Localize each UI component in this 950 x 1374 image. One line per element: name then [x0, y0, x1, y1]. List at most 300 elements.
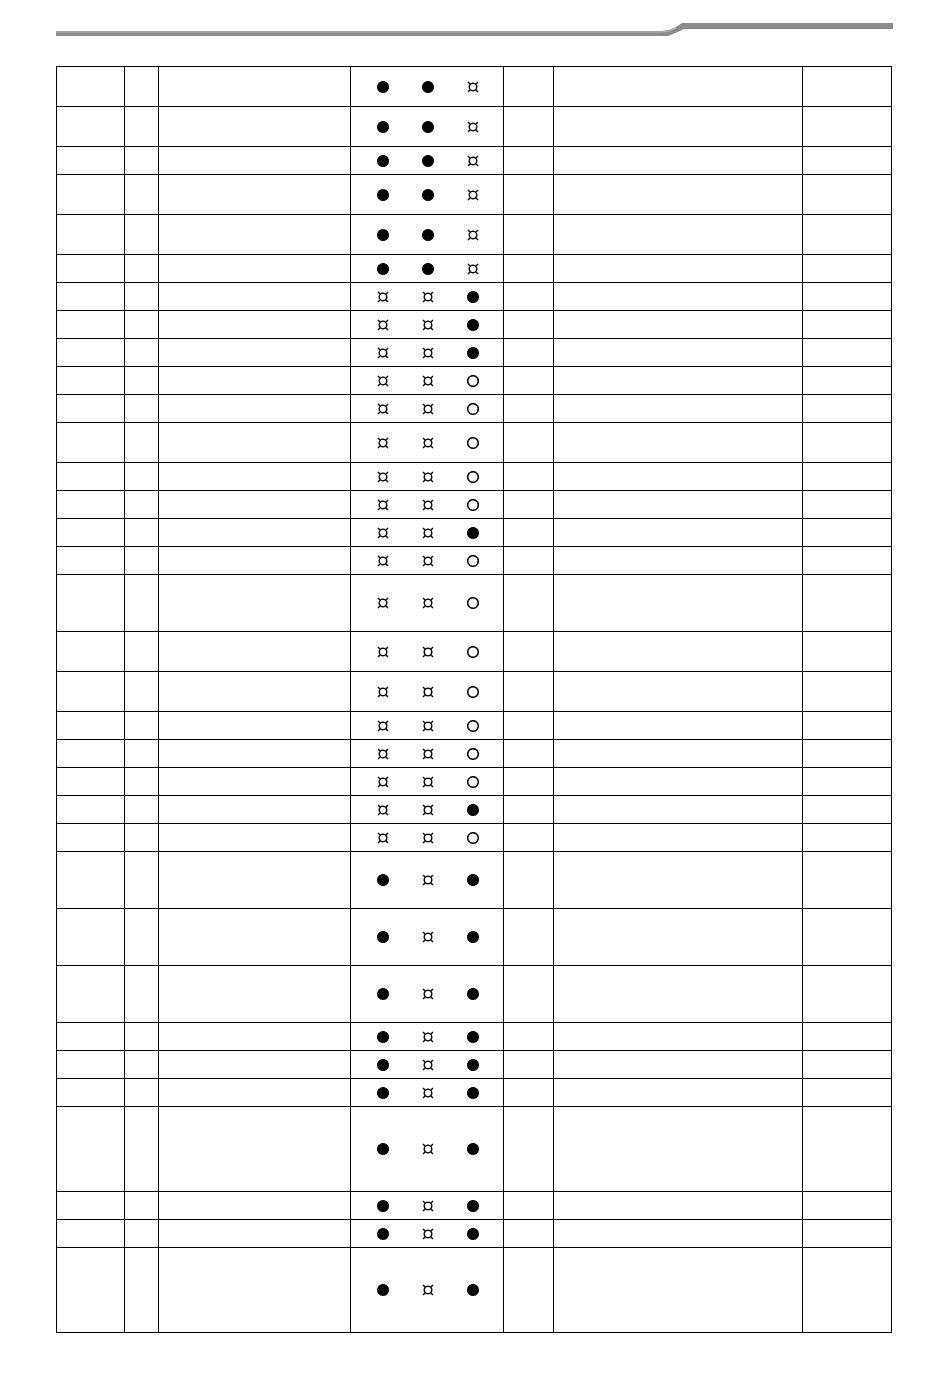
filled-circle-symbol	[422, 155, 434, 167]
table-row	[57, 966, 892, 1023]
cell-number	[125, 395, 159, 423]
cell-remarks	[803, 107, 892, 147]
status-symbol-group	[377, 776, 479, 788]
cell-number	[125, 1220, 159, 1248]
status-symbol-group	[377, 1087, 479, 1099]
cell-status-symbols	[351, 1051, 504, 1079]
cell-status-symbols	[351, 796, 504, 824]
cell-remarks	[803, 1248, 892, 1333]
open-circle-symbol	[467, 471, 479, 483]
table-row	[57, 215, 892, 255]
cell-status-symbols	[351, 1023, 504, 1051]
cell-code	[57, 519, 125, 547]
cell-description	[159, 423, 351, 463]
lozenge-circle-symbol	[377, 403, 389, 415]
cell-status-symbols	[351, 175, 504, 215]
filled-circle-symbol	[377, 155, 389, 167]
cell-number	[125, 824, 159, 852]
cell-notes	[554, 909, 803, 966]
cell-number	[125, 491, 159, 519]
lozenge-circle-symbol	[422, 804, 434, 816]
lozenge-circle-symbol	[467, 189, 479, 201]
cell-remarks	[803, 339, 892, 367]
cell-number	[125, 215, 159, 255]
filled-circle-symbol	[377, 189, 389, 201]
cell-remarks	[803, 852, 892, 909]
status-table	[56, 66, 892, 1333]
cell-description	[159, 519, 351, 547]
status-symbol-group	[377, 555, 479, 567]
cell-status-symbols	[351, 672, 504, 712]
lozenge-circle-symbol	[422, 832, 434, 844]
open-circle-symbol	[467, 686, 479, 698]
cell-code	[57, 909, 125, 966]
table-row	[57, 768, 892, 796]
cell-flag	[504, 1079, 554, 1107]
cell-status-symbols	[351, 215, 504, 255]
lozenge-circle-symbol	[377, 646, 389, 658]
cell-notes	[554, 107, 803, 147]
cell-notes	[554, 1079, 803, 1107]
cell-description	[159, 796, 351, 824]
cell-code	[57, 768, 125, 796]
cell-notes	[554, 712, 803, 740]
table-row	[57, 1192, 892, 1220]
open-circle-symbol	[467, 437, 479, 449]
cell-description	[159, 575, 351, 632]
filled-circle-symbol	[467, 319, 479, 331]
lozenge-circle-symbol	[422, 720, 434, 732]
cell-flag	[504, 255, 554, 283]
open-circle-symbol	[467, 403, 479, 415]
open-circle-symbol	[467, 646, 479, 658]
cell-notes	[554, 283, 803, 311]
cell-notes	[554, 1107, 803, 1192]
cell-notes	[554, 796, 803, 824]
cell-number	[125, 712, 159, 740]
cell-remarks	[803, 966, 892, 1023]
lozenge-circle-symbol	[377, 291, 389, 303]
cell-remarks	[803, 423, 892, 463]
lozenge-circle-symbol	[467, 263, 479, 275]
cell-code	[57, 740, 125, 768]
filled-circle-symbol	[467, 291, 479, 303]
cell-description	[159, 1220, 351, 1248]
cell-number	[125, 255, 159, 283]
table-row	[57, 339, 892, 367]
cell-notes	[554, 547, 803, 575]
status-symbol-group	[377, 1031, 479, 1043]
cell-code	[57, 255, 125, 283]
cell-notes	[554, 311, 803, 339]
status-symbol-group	[377, 347, 479, 359]
open-circle-symbol	[467, 748, 479, 760]
cell-flag	[504, 632, 554, 672]
table-row	[57, 1051, 892, 1079]
cell-number	[125, 1248, 159, 1333]
cell-remarks	[803, 796, 892, 824]
filled-circle-symbol	[377, 988, 389, 1000]
cell-code	[57, 395, 125, 423]
cell-number	[125, 367, 159, 395]
lozenge-circle-symbol	[377, 597, 389, 609]
cell-description	[159, 175, 351, 215]
table-row	[57, 740, 892, 768]
cell-flag	[504, 740, 554, 768]
cell-number	[125, 1192, 159, 1220]
status-symbol-group	[377, 597, 479, 609]
cell-description	[159, 768, 351, 796]
cell-notes	[554, 147, 803, 175]
lozenge-circle-symbol	[422, 1228, 434, 1240]
cell-flag	[504, 107, 554, 147]
cell-number	[125, 423, 159, 463]
cell-number	[125, 575, 159, 632]
cell-description	[159, 740, 351, 768]
cell-remarks	[803, 1192, 892, 1220]
table-row	[57, 547, 892, 575]
filled-circle-symbol	[467, 347, 479, 359]
status-symbol-group	[377, 646, 479, 658]
status-symbol-group	[377, 1200, 479, 1212]
cell-status-symbols	[351, 547, 504, 575]
cell-description	[159, 1107, 351, 1192]
open-circle-symbol	[467, 555, 479, 567]
table-row	[57, 575, 892, 632]
cell-flag	[504, 367, 554, 395]
status-symbol-group	[377, 832, 479, 844]
lozenge-circle-symbol	[422, 1031, 434, 1043]
table-row	[57, 632, 892, 672]
lozenge-circle-symbol	[422, 471, 434, 483]
cell-description	[159, 339, 351, 367]
cell-flag	[504, 768, 554, 796]
lozenge-circle-symbol	[422, 1059, 434, 1071]
status-symbol-group	[377, 931, 479, 943]
cell-number	[125, 107, 159, 147]
table-row	[57, 1220, 892, 1248]
cell-notes	[554, 175, 803, 215]
status-symbol-group	[377, 988, 479, 1000]
cell-status-symbols	[351, 1248, 504, 1333]
cell-flag	[504, 283, 554, 311]
cell-remarks	[803, 768, 892, 796]
cell-code	[57, 1248, 125, 1333]
lozenge-circle-symbol	[467, 81, 479, 93]
cell-flag	[504, 966, 554, 1023]
cell-remarks	[803, 367, 892, 395]
filled-circle-symbol	[422, 121, 434, 133]
cell-flag	[504, 1023, 554, 1051]
table-row	[57, 1079, 892, 1107]
cell-notes	[554, 255, 803, 283]
cell-flag	[504, 1248, 554, 1333]
cell-notes	[554, 339, 803, 367]
cell-description	[159, 283, 351, 311]
cell-remarks	[803, 311, 892, 339]
status-symbol-group	[377, 319, 479, 331]
cell-description	[159, 632, 351, 672]
cell-flag	[504, 796, 554, 824]
cell-code	[57, 824, 125, 852]
cell-code	[57, 547, 125, 575]
cell-remarks	[803, 283, 892, 311]
lozenge-circle-symbol	[467, 155, 479, 167]
filled-circle-symbol	[422, 189, 434, 201]
table-row	[57, 395, 892, 423]
filled-circle-symbol	[467, 527, 479, 539]
lozenge-circle-symbol	[422, 1143, 434, 1155]
cell-notes	[554, 1220, 803, 1248]
cell-description	[159, 1023, 351, 1051]
status-symbol-group	[377, 686, 479, 698]
lozenge-circle-symbol	[422, 1284, 434, 1296]
lozenge-circle-symbol	[422, 874, 434, 886]
cell-status-symbols	[351, 712, 504, 740]
cell-code	[57, 463, 125, 491]
cell-description	[159, 852, 351, 909]
status-symbol-group	[377, 1059, 479, 1071]
cell-notes	[554, 395, 803, 423]
lozenge-circle-symbol	[422, 555, 434, 567]
lozenge-circle-symbol	[422, 686, 434, 698]
lozenge-circle-symbol	[377, 748, 389, 760]
open-circle-symbol	[467, 720, 479, 732]
cell-notes	[554, 491, 803, 519]
cell-code	[57, 672, 125, 712]
cell-status-symbols	[351, 283, 504, 311]
cell-flag	[504, 712, 554, 740]
table-row	[57, 712, 892, 740]
cell-number	[125, 283, 159, 311]
cell-flag	[504, 147, 554, 175]
cell-number	[125, 147, 159, 175]
lozenge-circle-symbol	[422, 1087, 434, 1099]
filled-circle-symbol	[467, 804, 479, 816]
status-symbol-group	[377, 81, 479, 93]
table-row	[57, 255, 892, 283]
cell-code	[57, 215, 125, 255]
cell-notes	[554, 740, 803, 768]
filled-circle-symbol	[377, 1200, 389, 1212]
status-symbol-group	[377, 1284, 479, 1296]
cell-description	[159, 547, 351, 575]
cell-status-symbols	[351, 423, 504, 463]
header-bar	[0, 0, 950, 50]
cell-remarks	[803, 67, 892, 107]
open-circle-symbol	[467, 776, 479, 788]
cell-remarks	[803, 632, 892, 672]
lozenge-circle-symbol	[377, 686, 389, 698]
filled-circle-symbol	[377, 1031, 389, 1043]
cell-status-symbols	[351, 519, 504, 547]
cell-code	[57, 575, 125, 632]
cell-description	[159, 147, 351, 175]
filled-circle-symbol	[467, 1087, 479, 1099]
table-row	[57, 367, 892, 395]
lozenge-circle-symbol	[377, 720, 389, 732]
open-circle-symbol	[467, 597, 479, 609]
cell-description	[159, 1051, 351, 1079]
table-row	[57, 672, 892, 712]
lozenge-circle-symbol	[422, 597, 434, 609]
filled-circle-symbol	[377, 1143, 389, 1155]
cell-status-symbols	[351, 107, 504, 147]
cell-flag	[504, 463, 554, 491]
cell-flag	[504, 824, 554, 852]
lozenge-circle-symbol	[377, 375, 389, 387]
cell-status-symbols	[351, 255, 504, 283]
cell-description	[159, 1248, 351, 1333]
cell-flag	[504, 672, 554, 712]
cell-code	[57, 367, 125, 395]
cell-flag	[504, 311, 554, 339]
cell-number	[125, 519, 159, 547]
filled-circle-symbol	[467, 1143, 479, 1155]
cell-notes	[554, 768, 803, 796]
filled-circle-symbol	[467, 1228, 479, 1240]
cell-description	[159, 1079, 351, 1107]
lozenge-circle-symbol	[377, 471, 389, 483]
status-symbol-group	[377, 874, 479, 886]
cell-description	[159, 672, 351, 712]
table-row	[57, 491, 892, 519]
cell-notes	[554, 575, 803, 632]
cell-code	[57, 796, 125, 824]
filled-circle-symbol	[422, 229, 434, 241]
cell-flag	[504, 1051, 554, 1079]
filled-circle-symbol	[377, 1284, 389, 1296]
table-row	[57, 463, 892, 491]
cell-notes	[554, 519, 803, 547]
cell-remarks	[803, 175, 892, 215]
table-row	[57, 909, 892, 966]
cell-status-symbols	[351, 1107, 504, 1192]
filled-circle-symbol	[467, 1031, 479, 1043]
status-symbol-group	[377, 263, 479, 275]
cell-remarks	[803, 491, 892, 519]
cell-description	[159, 824, 351, 852]
status-symbol-group	[377, 499, 479, 511]
filled-circle-symbol	[377, 1228, 389, 1240]
cell-number	[125, 796, 159, 824]
cell-code	[57, 852, 125, 909]
cell-description	[159, 712, 351, 740]
filled-circle-symbol	[467, 874, 479, 886]
cell-flag	[504, 175, 554, 215]
filled-circle-symbol	[377, 931, 389, 943]
cell-code	[57, 283, 125, 311]
lozenge-circle-symbol	[377, 347, 389, 359]
filled-circle-symbol	[467, 988, 479, 1000]
cell-description	[159, 491, 351, 519]
table-body	[57, 67, 892, 1333]
cell-notes	[554, 423, 803, 463]
cell-description	[159, 367, 351, 395]
cell-remarks	[803, 575, 892, 632]
filled-circle-symbol	[422, 263, 434, 275]
lozenge-circle-symbol	[422, 646, 434, 658]
cell-code	[57, 1107, 125, 1192]
filled-circle-symbol	[377, 121, 389, 133]
filled-circle-symbol	[377, 1087, 389, 1099]
cell-code	[57, 67, 125, 107]
cell-code	[57, 311, 125, 339]
cell-notes	[554, 1051, 803, 1079]
table-row	[57, 311, 892, 339]
filled-circle-symbol	[467, 931, 479, 943]
cell-flag	[504, 215, 554, 255]
cell-description	[159, 909, 351, 966]
lozenge-circle-symbol	[422, 375, 434, 387]
filled-circle-symbol	[467, 1059, 479, 1071]
cell-status-symbols	[351, 311, 504, 339]
cell-number	[125, 852, 159, 909]
cell-status-symbols	[351, 491, 504, 519]
cell-flag	[504, 575, 554, 632]
status-symbol-group	[377, 375, 479, 387]
cell-flag	[504, 1107, 554, 1192]
cell-remarks	[803, 1220, 892, 1248]
cell-notes	[554, 852, 803, 909]
lozenge-circle-symbol	[422, 319, 434, 331]
status-symbol-group	[377, 748, 479, 760]
cell-status-symbols	[351, 852, 504, 909]
cell-code	[57, 966, 125, 1023]
lozenge-circle-symbol	[377, 319, 389, 331]
cell-number	[125, 339, 159, 367]
table-row	[57, 1248, 892, 1333]
status-symbol-group	[377, 527, 479, 539]
cell-remarks	[803, 740, 892, 768]
cell-flag	[504, 519, 554, 547]
open-circle-symbol	[467, 832, 479, 844]
cell-status-symbols	[351, 966, 504, 1023]
lozenge-circle-symbol	[422, 776, 434, 788]
cell-status-symbols	[351, 768, 504, 796]
filled-circle-symbol	[377, 263, 389, 275]
lozenge-circle-symbol	[377, 804, 389, 816]
cell-code	[57, 423, 125, 463]
lozenge-circle-symbol	[377, 499, 389, 511]
lozenge-circle-symbol	[467, 121, 479, 133]
cell-code	[57, 339, 125, 367]
cell-code	[57, 1220, 125, 1248]
status-symbol-group	[377, 804, 479, 816]
cell-number	[125, 1023, 159, 1051]
cell-description	[159, 463, 351, 491]
cell-number	[125, 67, 159, 107]
status-symbol-group	[377, 291, 479, 303]
cell-flag	[504, 395, 554, 423]
cell-number	[125, 768, 159, 796]
cell-status-symbols	[351, 909, 504, 966]
cell-description	[159, 107, 351, 147]
status-symbol-group	[377, 471, 479, 483]
cell-notes	[554, 1023, 803, 1051]
cell-flag	[504, 67, 554, 107]
cell-number	[125, 740, 159, 768]
lozenge-circle-symbol	[377, 527, 389, 539]
cell-remarks	[803, 712, 892, 740]
cell-status-symbols	[351, 67, 504, 107]
cell-number	[125, 966, 159, 1023]
lozenge-circle-symbol	[422, 291, 434, 303]
cell-notes	[554, 632, 803, 672]
cell-status-symbols	[351, 575, 504, 632]
cell-notes	[554, 463, 803, 491]
lozenge-circle-symbol	[422, 499, 434, 511]
